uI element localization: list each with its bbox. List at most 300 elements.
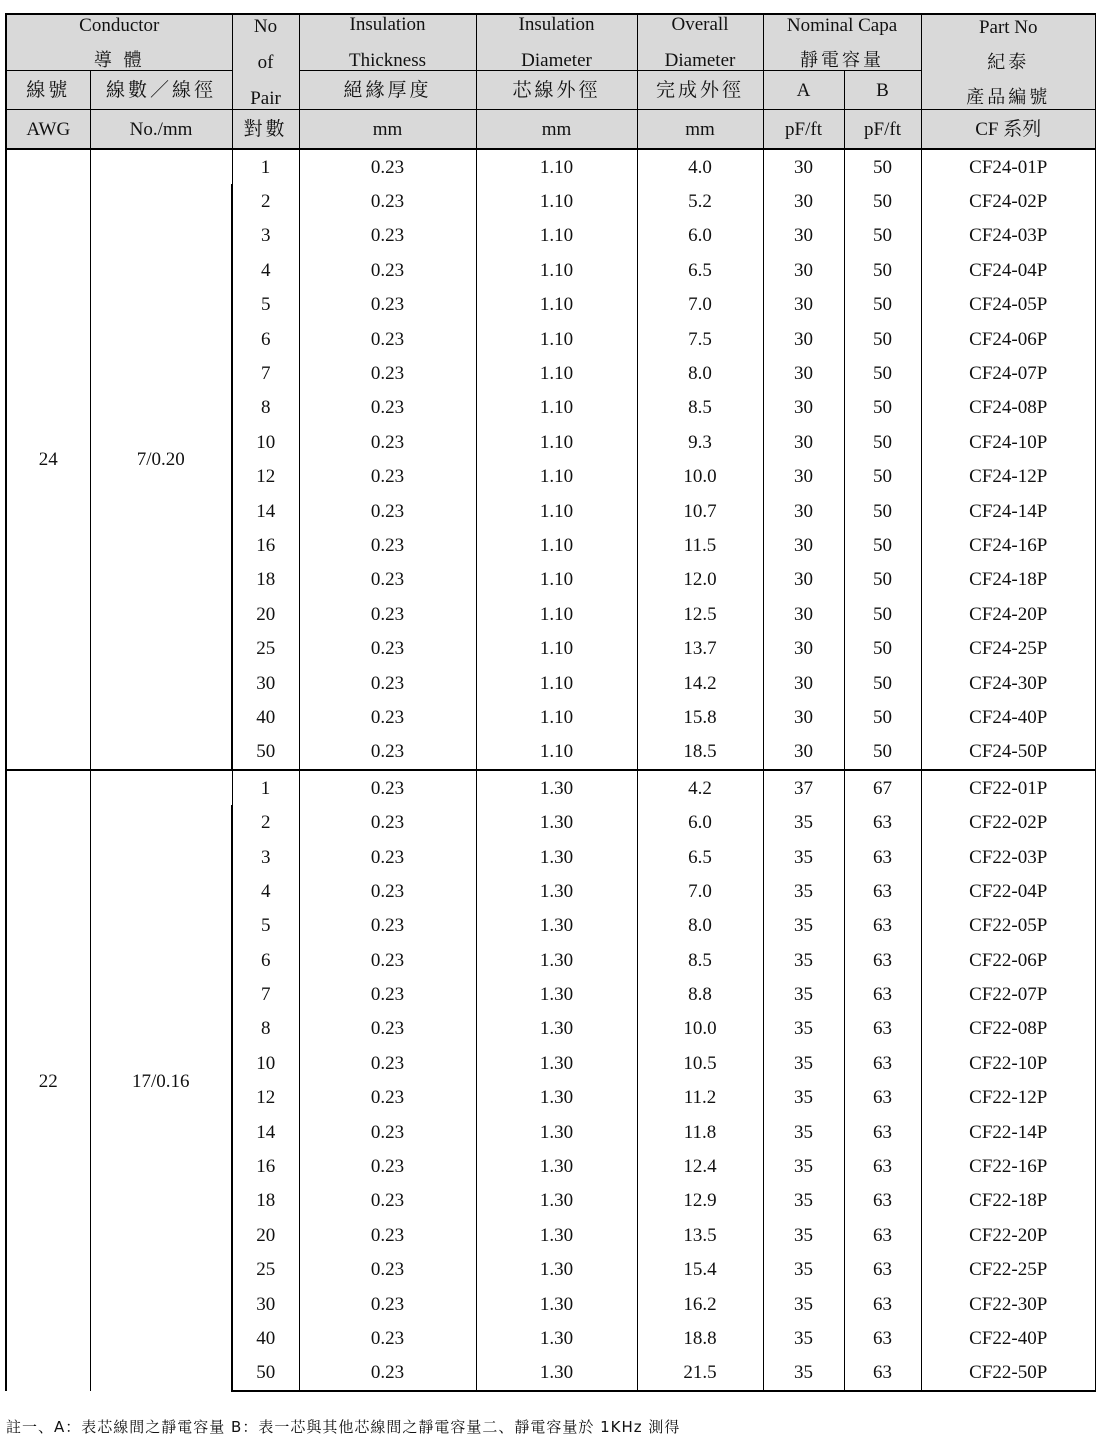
pair-count-cell: 18 <box>232 563 299 597</box>
ins-diameter-cell: 1.30 <box>476 909 637 943</box>
part-no-cell: CF22-14P <box>921 1115 1096 1149</box>
capa-b-cell: 63 <box>844 1287 921 1321</box>
ins-diameter-cell: 1.10 <box>476 322 637 356</box>
capa-a-cell: 35 <box>763 1356 844 1391</box>
ins-thickness-cell: 0.23 <box>299 1012 476 1046</box>
part-no-cell: CF22-04P <box>921 874 1096 908</box>
ins-diameter-cell: 1.10 <box>476 494 637 528</box>
header-capa-a: A <box>763 71 844 110</box>
overall-diameter-cell: 8.0 <box>637 356 763 390</box>
part-no-cell: CF22-12P <box>921 1081 1096 1115</box>
overall-diameter-cell: 6.5 <box>637 840 763 874</box>
ins-diameter-cell: 1.10 <box>476 700 637 734</box>
table-row <box>6 149 1096 184</box>
header-conductor <box>6 14 232 71</box>
ins-thickness-cell: 0.23 <box>299 909 476 943</box>
ins-diameter-cell: 1.30 <box>476 1253 637 1287</box>
part-no-cell: CF22-02P <box>921 805 1096 839</box>
capa-b-cell: 50 <box>844 666 921 700</box>
capa-b-cell: 63 <box>844 805 921 839</box>
pair-count-cell: 25 <box>232 1253 299 1287</box>
capa-a-cell: 35 <box>763 909 844 943</box>
pair-count-cell: 4 <box>232 253 299 287</box>
part-no-cell: CF24-12P <box>921 460 1096 494</box>
capa-a-cell: 35 <box>763 1046 844 1080</box>
pair-count-cell: 10 <box>232 1046 299 1080</box>
table-body <box>6 149 1096 1391</box>
capa-b-cell: 63 <box>844 874 921 908</box>
overall-diameter-cell: 9.3 <box>637 425 763 459</box>
capa-a-cell: 30 <box>763 425 844 459</box>
overall-diameter-cell: 11.8 <box>637 1115 763 1149</box>
ins-thickness-cell: 0.23 <box>299 1321 476 1355</box>
capa-a-cell: 35 <box>763 1149 844 1183</box>
pair-count-cell: 12 <box>232 1081 299 1115</box>
ins-diameter-cell: 1.10 <box>476 253 637 287</box>
part-no-cell: CF24-08P <box>921 391 1096 425</box>
unit-thickness: mm <box>299 110 476 150</box>
unit-nomm: No./mm <box>90 110 232 150</box>
pair-count-cell: 40 <box>232 1321 299 1355</box>
unit-awg: AWG <box>6 110 90 150</box>
header-capa-zh: 靜電容量 <box>800 49 884 71</box>
ins-thickness-cell: 0.23 <box>299 184 476 218</box>
pair-count-cell: 1 <box>232 770 299 805</box>
overall-diameter-cell: 4.0 <box>637 149 763 184</box>
part-no-cell: CF22-30P <box>921 1287 1096 1321</box>
capa-a-cell: 30 <box>763 184 844 218</box>
overall-diameter-cell: 5.2 <box>637 184 763 218</box>
ins-thickness-cell: 0.23 <box>299 700 476 734</box>
overall-diameter-cell: 8.0 <box>637 909 763 943</box>
capa-b-cell: 63 <box>844 1115 921 1149</box>
ins-diameter-cell: 1.30 <box>476 805 637 839</box>
capa-b-cell: 50 <box>844 460 921 494</box>
header-part-zh1: 紀泰 <box>987 51 1030 73</box>
pair-count-cell: 8 <box>232 391 299 425</box>
overall-diameter-cell: 15.4 <box>637 1253 763 1287</box>
capa-a-cell: 35 <box>763 1184 844 1218</box>
overall-diameter-cell: 6.5 <box>637 253 763 287</box>
header-no-of-pair <box>232 14 299 110</box>
ins-diameter-cell: 1.10 <box>476 563 637 597</box>
ins-thickness-cell: 0.23 <box>299 735 476 770</box>
capa-b-cell: 50 <box>844 425 921 459</box>
overall-diameter-cell: 18.8 <box>637 1321 763 1355</box>
ins-diameter-cell: 1.10 <box>476 184 637 218</box>
ins-diameter-cell: 1.10 <box>476 391 637 425</box>
ins-diameter-cell: 1.30 <box>476 943 637 977</box>
part-no-cell: CF24-10P <box>921 425 1096 459</box>
ins-thickness-cell: 0.23 <box>299 1081 476 1115</box>
capa-b-cell: 63 <box>844 1218 921 1252</box>
ins-diameter-cell: 1.30 <box>476 1287 637 1321</box>
pair-count-cell: 20 <box>232 597 299 631</box>
pair-count-cell: 7 <box>232 977 299 1011</box>
overall-diameter-cell: 14.2 <box>637 666 763 700</box>
ins-thickness-cell: 0.23 <box>299 977 476 1011</box>
overall-diameter-cell: 8.5 <box>637 943 763 977</box>
ins-thickness-cell: 0.23 <box>299 805 476 839</box>
pair-count-cell: 2 <box>232 184 299 218</box>
ins-diameter-cell: 1.30 <box>476 770 637 805</box>
pair-count-cell: 40 <box>232 700 299 734</box>
ins-diameter-cell: 1.30 <box>476 1218 637 1252</box>
ins-diameter-cell: 1.10 <box>476 528 637 562</box>
overall-diameter-cell: 7.0 <box>637 288 763 322</box>
capa-a-cell: 30 <box>763 219 844 253</box>
capa-b-cell: 50 <box>844 563 921 597</box>
capa-a-cell: 30 <box>763 322 844 356</box>
capa-b-cell: 50 <box>844 735 921 770</box>
overall-diameter-cell: 12.5 <box>637 597 763 631</box>
part-no-cell: CF22-08P <box>921 1012 1096 1046</box>
pair-count-cell: 4 <box>232 874 299 908</box>
pair-count-cell: 5 <box>232 909 299 943</box>
header-insdia-zh: 芯線外徑 <box>476 71 637 110</box>
overall-diameter-cell: 10.0 <box>637 460 763 494</box>
unit-capa-a: pF/ft <box>763 110 844 150</box>
ins-thickness-cell: 0.23 <box>299 494 476 528</box>
ins-thickness-cell: 0.23 <box>299 666 476 700</box>
capa-a-cell: 37 <box>763 770 844 805</box>
pair-count-cell: 18 <box>232 1184 299 1218</box>
pair-count-cell: 6 <box>232 943 299 977</box>
unit-insdia: mm <box>476 110 637 150</box>
header-overall-zh: 完成外徑 <box>637 71 763 110</box>
ins-diameter-cell: 1.10 <box>476 149 637 184</box>
part-no-cell: CF24-02P <box>921 184 1096 218</box>
pair-count-cell: 20 <box>232 1218 299 1252</box>
part-no-cell: CF24-40P <box>921 700 1096 734</box>
part-no-cell: CF24-30P <box>921 666 1096 700</box>
overall-diameter-cell: 7.5 <box>637 322 763 356</box>
pair-count-cell: 50 <box>232 1356 299 1391</box>
ins-diameter-cell: 1.10 <box>476 631 637 665</box>
capa-a-cell: 35 <box>763 943 844 977</box>
ins-thickness-cell: 0.23 <box>299 356 476 390</box>
capa-a-cell: 30 <box>763 563 844 597</box>
capa-a-cell: 30 <box>763 460 844 494</box>
overall-diameter-cell: 6.0 <box>637 805 763 839</box>
capa-a-cell: 30 <box>763 631 844 665</box>
capa-a-cell: 35 <box>763 977 844 1011</box>
overall-diameter-cell: 21.5 <box>637 1356 763 1391</box>
capa-b-cell: 63 <box>844 909 921 943</box>
overall-diameter-cell: 11.2 <box>637 1081 763 1115</box>
header-part-zh2: 產品編號 <box>966 86 1051 108</box>
pair-count-cell: 10 <box>232 425 299 459</box>
capa-a-cell: 30 <box>763 700 844 734</box>
header-part-no <box>921 14 1096 110</box>
awg-cell: 24 <box>6 149 90 770</box>
overall-diameter-cell: 6.0 <box>637 219 763 253</box>
capa-a-cell: 30 <box>763 356 844 390</box>
part-no-cell: CF24-50P <box>921 735 1096 770</box>
part-no-cell: CF22-50P <box>921 1356 1096 1391</box>
part-no-cell: CF24-03P <box>921 219 1096 253</box>
ins-diameter-cell: 1.10 <box>476 288 637 322</box>
capa-b-cell: 63 <box>844 1046 921 1080</box>
ins-diameter-cell: 1.10 <box>476 735 637 770</box>
capa-a-cell: 30 <box>763 288 844 322</box>
ins-thickness-cell: 0.23 <box>299 253 476 287</box>
pair-count-cell: 16 <box>232 1149 299 1183</box>
header-overall-diameter <box>637 14 763 71</box>
header-ins-thickness <box>299 14 476 71</box>
header-ins-diameter-line2: Diameter <box>521 50 592 71</box>
overall-diameter-cell: 10.0 <box>637 1012 763 1046</box>
table-row <box>6 770 1096 805</box>
header-awg-zh: 線號 <box>6 71 90 110</box>
capa-a-cell: 30 <box>763 391 844 425</box>
capa-a-cell: 30 <box>763 528 844 562</box>
ins-thickness-cell: 0.23 <box>299 528 476 562</box>
capa-b-cell: 50 <box>844 219 921 253</box>
header-ins-diameter-line1: Insulation <box>518 14 595 35</box>
pair-count-cell: 7 <box>232 356 299 390</box>
overall-diameter-cell: 4.2 <box>637 770 763 805</box>
header-no: No <box>253 15 278 37</box>
ins-diameter-cell: 1.10 <box>476 597 637 631</box>
capa-b-cell: 63 <box>844 1012 921 1046</box>
part-no-cell: CF24-14P <box>921 494 1096 528</box>
capa-a-cell: 30 <box>763 149 844 184</box>
capa-a-cell: 30 <box>763 666 844 700</box>
part-no-cell: CF22-01P <box>921 770 1096 805</box>
ins-thickness-cell: 0.23 <box>299 1218 476 1252</box>
ins-diameter-cell: 1.10 <box>476 666 637 700</box>
capa-a-cell: 30 <box>763 494 844 528</box>
part-no-cell: CF22-05P <box>921 909 1096 943</box>
capa-b-cell: 50 <box>844 288 921 322</box>
capa-b-cell: 50 <box>844 149 921 184</box>
header-conductor-zh: 導 體 <box>93 49 145 71</box>
capa-a-cell: 35 <box>763 1081 844 1115</box>
capa-a-cell: 35 <box>763 805 844 839</box>
pair-count-cell: 2 <box>232 805 299 839</box>
header-nomm-zh: 線數／線徑 <box>90 71 232 110</box>
pair-count-cell: 14 <box>232 494 299 528</box>
ins-thickness-cell: 0.23 <box>299 840 476 874</box>
pair-count-cell: 6 <box>232 322 299 356</box>
ins-thickness-cell: 0.23 <box>299 322 476 356</box>
ins-thickness-cell: 0.23 <box>299 1149 476 1183</box>
ins-thickness-cell: 0.23 <box>299 1287 476 1321</box>
capa-b-cell: 67 <box>844 770 921 805</box>
overall-diameter-cell: 10.5 <box>637 1046 763 1080</box>
part-no-cell: CF24-16P <box>921 528 1096 562</box>
overall-diameter-cell: 8.5 <box>637 391 763 425</box>
spec-table <box>5 13 1096 1392</box>
pair-count-cell: 3 <box>232 840 299 874</box>
ins-diameter-cell: 1.30 <box>476 1149 637 1183</box>
ins-diameter-cell: 1.30 <box>476 1115 637 1149</box>
part-no-cell: CF22-18P <box>921 1184 1096 1218</box>
capa-b-cell: 50 <box>844 528 921 562</box>
part-no-cell: CF24-05P <box>921 288 1096 322</box>
ins-diameter-cell: 1.30 <box>476 977 637 1011</box>
overall-diameter-cell: 12.9 <box>637 1184 763 1218</box>
capa-b-cell: 63 <box>844 977 921 1011</box>
ins-thickness-cell: 0.23 <box>299 1046 476 1080</box>
header-part-en: Part No <box>978 16 1038 38</box>
header-ins-diameter <box>476 14 637 71</box>
unit-capa-b: pF/ft <box>844 110 921 150</box>
ins-thickness-cell: 0.23 <box>299 391 476 425</box>
capa-b-cell: 63 <box>844 1184 921 1218</box>
capa-a-cell: 30 <box>763 597 844 631</box>
ins-diameter-cell: 1.30 <box>476 874 637 908</box>
capa-b-cell: 63 <box>844 1253 921 1287</box>
overall-diameter-cell: 18.5 <box>637 735 763 770</box>
header-ins-thickness-line1: Insulation <box>349 14 426 35</box>
capa-b-cell: 50 <box>844 597 921 631</box>
capa-b-cell: 63 <box>844 1321 921 1355</box>
pair-count-cell: 30 <box>232 1287 299 1321</box>
ins-thickness-cell: 0.23 <box>299 1115 476 1149</box>
part-no-cell: CF24-01P <box>921 149 1096 184</box>
capa-a-cell: 35 <box>763 840 844 874</box>
capa-a-cell: 35 <box>763 874 844 908</box>
ins-thickness-cell: 0.23 <box>299 631 476 665</box>
part-no-cell: CF22-03P <box>921 840 1096 874</box>
ins-thickness-cell: 0.23 <box>299 943 476 977</box>
overall-diameter-cell: 7.0 <box>637 874 763 908</box>
capa-a-cell: 35 <box>763 1287 844 1321</box>
part-no-cell: CF22-16P <box>921 1149 1096 1183</box>
capa-a-cell: 30 <box>763 253 844 287</box>
capa-a-cell: 30 <box>763 735 844 770</box>
ins-diameter-cell: 1.30 <box>476 1321 637 1355</box>
table-header <box>6 14 1096 149</box>
part-no-cell: CF24-25P <box>921 631 1096 665</box>
header-nominal-capa <box>763 14 921 71</box>
overall-diameter-cell: 8.8 <box>637 977 763 1011</box>
awg-cell: 22 <box>6 770 90 1391</box>
ins-thickness-cell: 0.23 <box>299 874 476 908</box>
ins-thickness-cell: 0.23 <box>299 1253 476 1287</box>
part-no-cell: CF24-06P <box>921 322 1096 356</box>
ins-thickness-cell: 0.23 <box>299 460 476 494</box>
capa-b-cell: 63 <box>844 840 921 874</box>
ins-thickness-cell: 0.23 <box>299 563 476 597</box>
capa-b-cell: 63 <box>844 943 921 977</box>
pair-count-cell: 14 <box>232 1115 299 1149</box>
ins-thickness-cell: 0.23 <box>299 149 476 184</box>
header-capa-b: B <box>844 71 921 110</box>
ins-diameter-cell: 1.10 <box>476 460 637 494</box>
pair-count-cell: 8 <box>232 1012 299 1046</box>
capa-a-cell: 35 <box>763 1253 844 1287</box>
part-no-cell: CF22-25P <box>921 1253 1096 1287</box>
ins-thickness-cell: 0.23 <box>299 770 476 805</box>
ins-diameter-cell: 1.30 <box>476 1184 637 1218</box>
pair-count-cell: 3 <box>232 219 299 253</box>
part-no-cell: CF24-18P <box>921 563 1096 597</box>
ins-diameter-cell: 1.30 <box>476 1012 637 1046</box>
capa-b-cell: 50 <box>844 356 921 390</box>
capa-a-cell: 35 <box>763 1218 844 1252</box>
ins-diameter-cell: 1.30 <box>476 1356 637 1391</box>
pair-count-cell: 12 <box>232 460 299 494</box>
header-overall-line1: Overall <box>671 14 729 35</box>
capa-a-cell: 35 <box>763 1012 844 1046</box>
header-capa-en: Nominal Capa <box>786 14 898 36</box>
capa-a-cell: 35 <box>763 1115 844 1149</box>
capa-b-cell: 50 <box>844 184 921 218</box>
header-pair: Pair <box>250 87 281 109</box>
part-no-cell: CF24-07P <box>921 356 1096 390</box>
pair-count-cell: 50 <box>232 735 299 770</box>
header-of: of <box>257 51 274 73</box>
ins-diameter-cell: 1.30 <box>476 840 637 874</box>
unit-part: CF 系列 <box>921 110 1096 150</box>
ins-thickness-cell: 0.23 <box>299 597 476 631</box>
part-no-cell: CF22-10P <box>921 1046 1096 1080</box>
capa-b-cell: 50 <box>844 631 921 665</box>
capa-b-cell: 50 <box>844 391 921 425</box>
ins-diameter-cell: 1.30 <box>476 1081 637 1115</box>
ins-thickness-cell: 0.23 <box>299 219 476 253</box>
overall-diameter-cell: 10.7 <box>637 494 763 528</box>
pair-count-cell: 1 <box>232 149 299 184</box>
capa-b-cell: 50 <box>844 700 921 734</box>
part-no-cell: CF24-04P <box>921 253 1096 287</box>
overall-diameter-cell: 12.4 <box>637 1149 763 1183</box>
pair-count-cell: 30 <box>232 666 299 700</box>
pair-count-cell: 5 <box>232 288 299 322</box>
pair-count-cell: 16 <box>232 528 299 562</box>
part-no-cell: CF22-40P <box>921 1321 1096 1355</box>
ins-thickness-cell: 0.23 <box>299 425 476 459</box>
capa-b-cell: 50 <box>844 253 921 287</box>
unit-pair: 對數 <box>232 110 299 150</box>
part-no-cell: CF22-06P <box>921 943 1096 977</box>
capa-a-cell: 35 <box>763 1321 844 1355</box>
header-conductor-en: Conductor <box>79 14 160 36</box>
part-no-cell: CF24-20P <box>921 597 1096 631</box>
part-no-cell: CF22-07P <box>921 977 1096 1011</box>
capa-b-cell: 63 <box>844 1081 921 1115</box>
conductor-cell: 7/0.20 <box>90 149 232 770</box>
overall-diameter-cell: 16.2 <box>637 1287 763 1321</box>
ins-thickness-cell: 0.23 <box>299 1356 476 1391</box>
header-overall-line2: Diameter <box>664 50 736 71</box>
ins-thickness-cell: 0.23 <box>299 1184 476 1218</box>
ins-diameter-cell: 1.10 <box>476 425 637 459</box>
overall-diameter-cell: 13.7 <box>637 631 763 665</box>
unit-overall: mm <box>637 110 763 150</box>
capa-b-cell: 50 <box>844 322 921 356</box>
overall-diameter-cell: 12.0 <box>637 563 763 597</box>
ins-diameter-cell: 1.10 <box>476 219 637 253</box>
capa-b-cell: 63 <box>844 1356 921 1391</box>
overall-diameter-cell: 11.5 <box>637 528 763 562</box>
ins-thickness-cell: 0.23 <box>299 288 476 322</box>
part-no-cell: CF22-20P <box>921 1218 1096 1252</box>
pair-count-cell: 25 <box>232 631 299 665</box>
ins-diameter-cell: 1.10 <box>476 356 637 390</box>
overall-diameter-cell: 15.8 <box>637 700 763 734</box>
overall-diameter-cell: 13.5 <box>637 1218 763 1252</box>
header-thickness-zh: 絕緣厚度 <box>299 71 476 110</box>
capa-b-cell: 63 <box>844 1149 921 1183</box>
footnote: 註一、A：表芯線間之靜電容量 B：表一芯與其他芯線間之靜電容量二、靜電容量於 1KHz 測得 <box>6 1418 681 1436</box>
conductor-cell: 17/0.16 <box>90 770 232 1391</box>
ins-diameter-cell: 1.30 <box>476 1046 637 1080</box>
header-ins-thickness-line2: Thickness <box>348 50 427 71</box>
